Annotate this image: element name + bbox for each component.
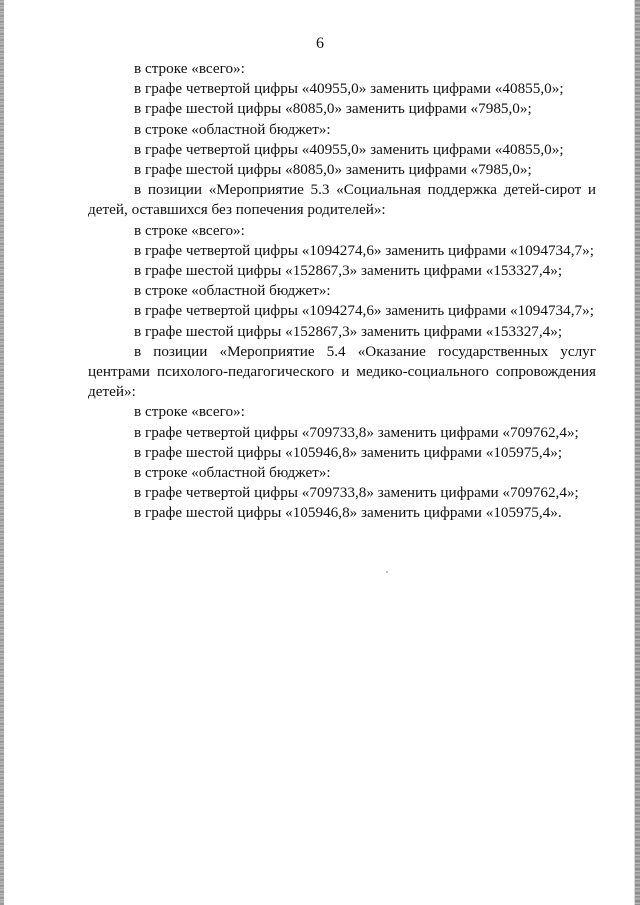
paragraph-line: в строке «всего»: <box>134 403 245 421</box>
paragraph-line: в графе четвертой цифры «1094274,6» заменить цифрами «1094734,7»; <box>134 241 594 259</box>
paragraph-line: в графе четвертой цифры «709733,8» заменить цифрами «709762,4»; <box>134 484 579 502</box>
paragraph-line: в графе шестой цифры «152867,3» заменить цифрами «153327,4»; <box>134 262 563 280</box>
paragraph-line: в строке «областной бюджет»: <box>134 120 331 138</box>
paragraph-line: в графе четвертой цифры «709733,8» заменить цифрами «709762,4»; <box>134 423 579 441</box>
paragraph-line: в строке «областной бюджет»: <box>134 282 331 300</box>
page-number: 6 <box>316 35 324 52</box>
scan-edge-right <box>635 0 640 905</box>
paragraph-line: в графе шестой цифры «105946,8» заменить цифрами «105975,4». <box>134 504 562 522</box>
paragraph-position-5-3: в позиции «Мероприятие 5.3 «Социальная поддержка детей-сирот и детей, оставшихся без попечения родителей»: <box>88 181 596 219</box>
paragraph-line: в графе шестой цифры «152867,3» заменить цифрами «153327,4»; <box>134 322 563 340</box>
paragraph-line: в графе шестой цифры «8085,0» заменить цифрами «7985,0»; <box>134 161 532 179</box>
scan-edge-left <box>0 0 4 905</box>
paragraph-line: в строке «всего»: <box>134 60 245 77</box>
paragraph-line: в строке «всего»: <box>134 221 245 239</box>
scan-edge-right-inner <box>634 0 635 905</box>
paragraph-line: в графе четвертой цифры «40955,0» заменить цифрами «40855,0»; <box>134 140 564 158</box>
document-body <box>88 59 596 524</box>
paragraph-position-5-4: в позиции «Мероприятие 5.4 «Оказание государственных услуг центрами психолого-педагогического и медико-социального сопровождения детей»: <box>88 342 596 401</box>
scan-speck <box>386 571 388 573</box>
paragraph-line: в строке «областной бюджет»: <box>134 464 331 482</box>
paragraph-line: в графе шестой цифры «8085,0» заменить цифрами «7985,0»; <box>134 100 532 118</box>
paragraph-line: в графе четвертой цифры «40955,0» заменить цифрами «40855,0»; <box>134 80 564 98</box>
paragraph-line: в графе шестой цифры «105946,8» заменить цифрами «105975,4»; <box>134 443 563 461</box>
paragraph-line: в графе четвертой цифры «1094274,6» заменить цифрами «1094734,7»; <box>134 302 594 320</box>
